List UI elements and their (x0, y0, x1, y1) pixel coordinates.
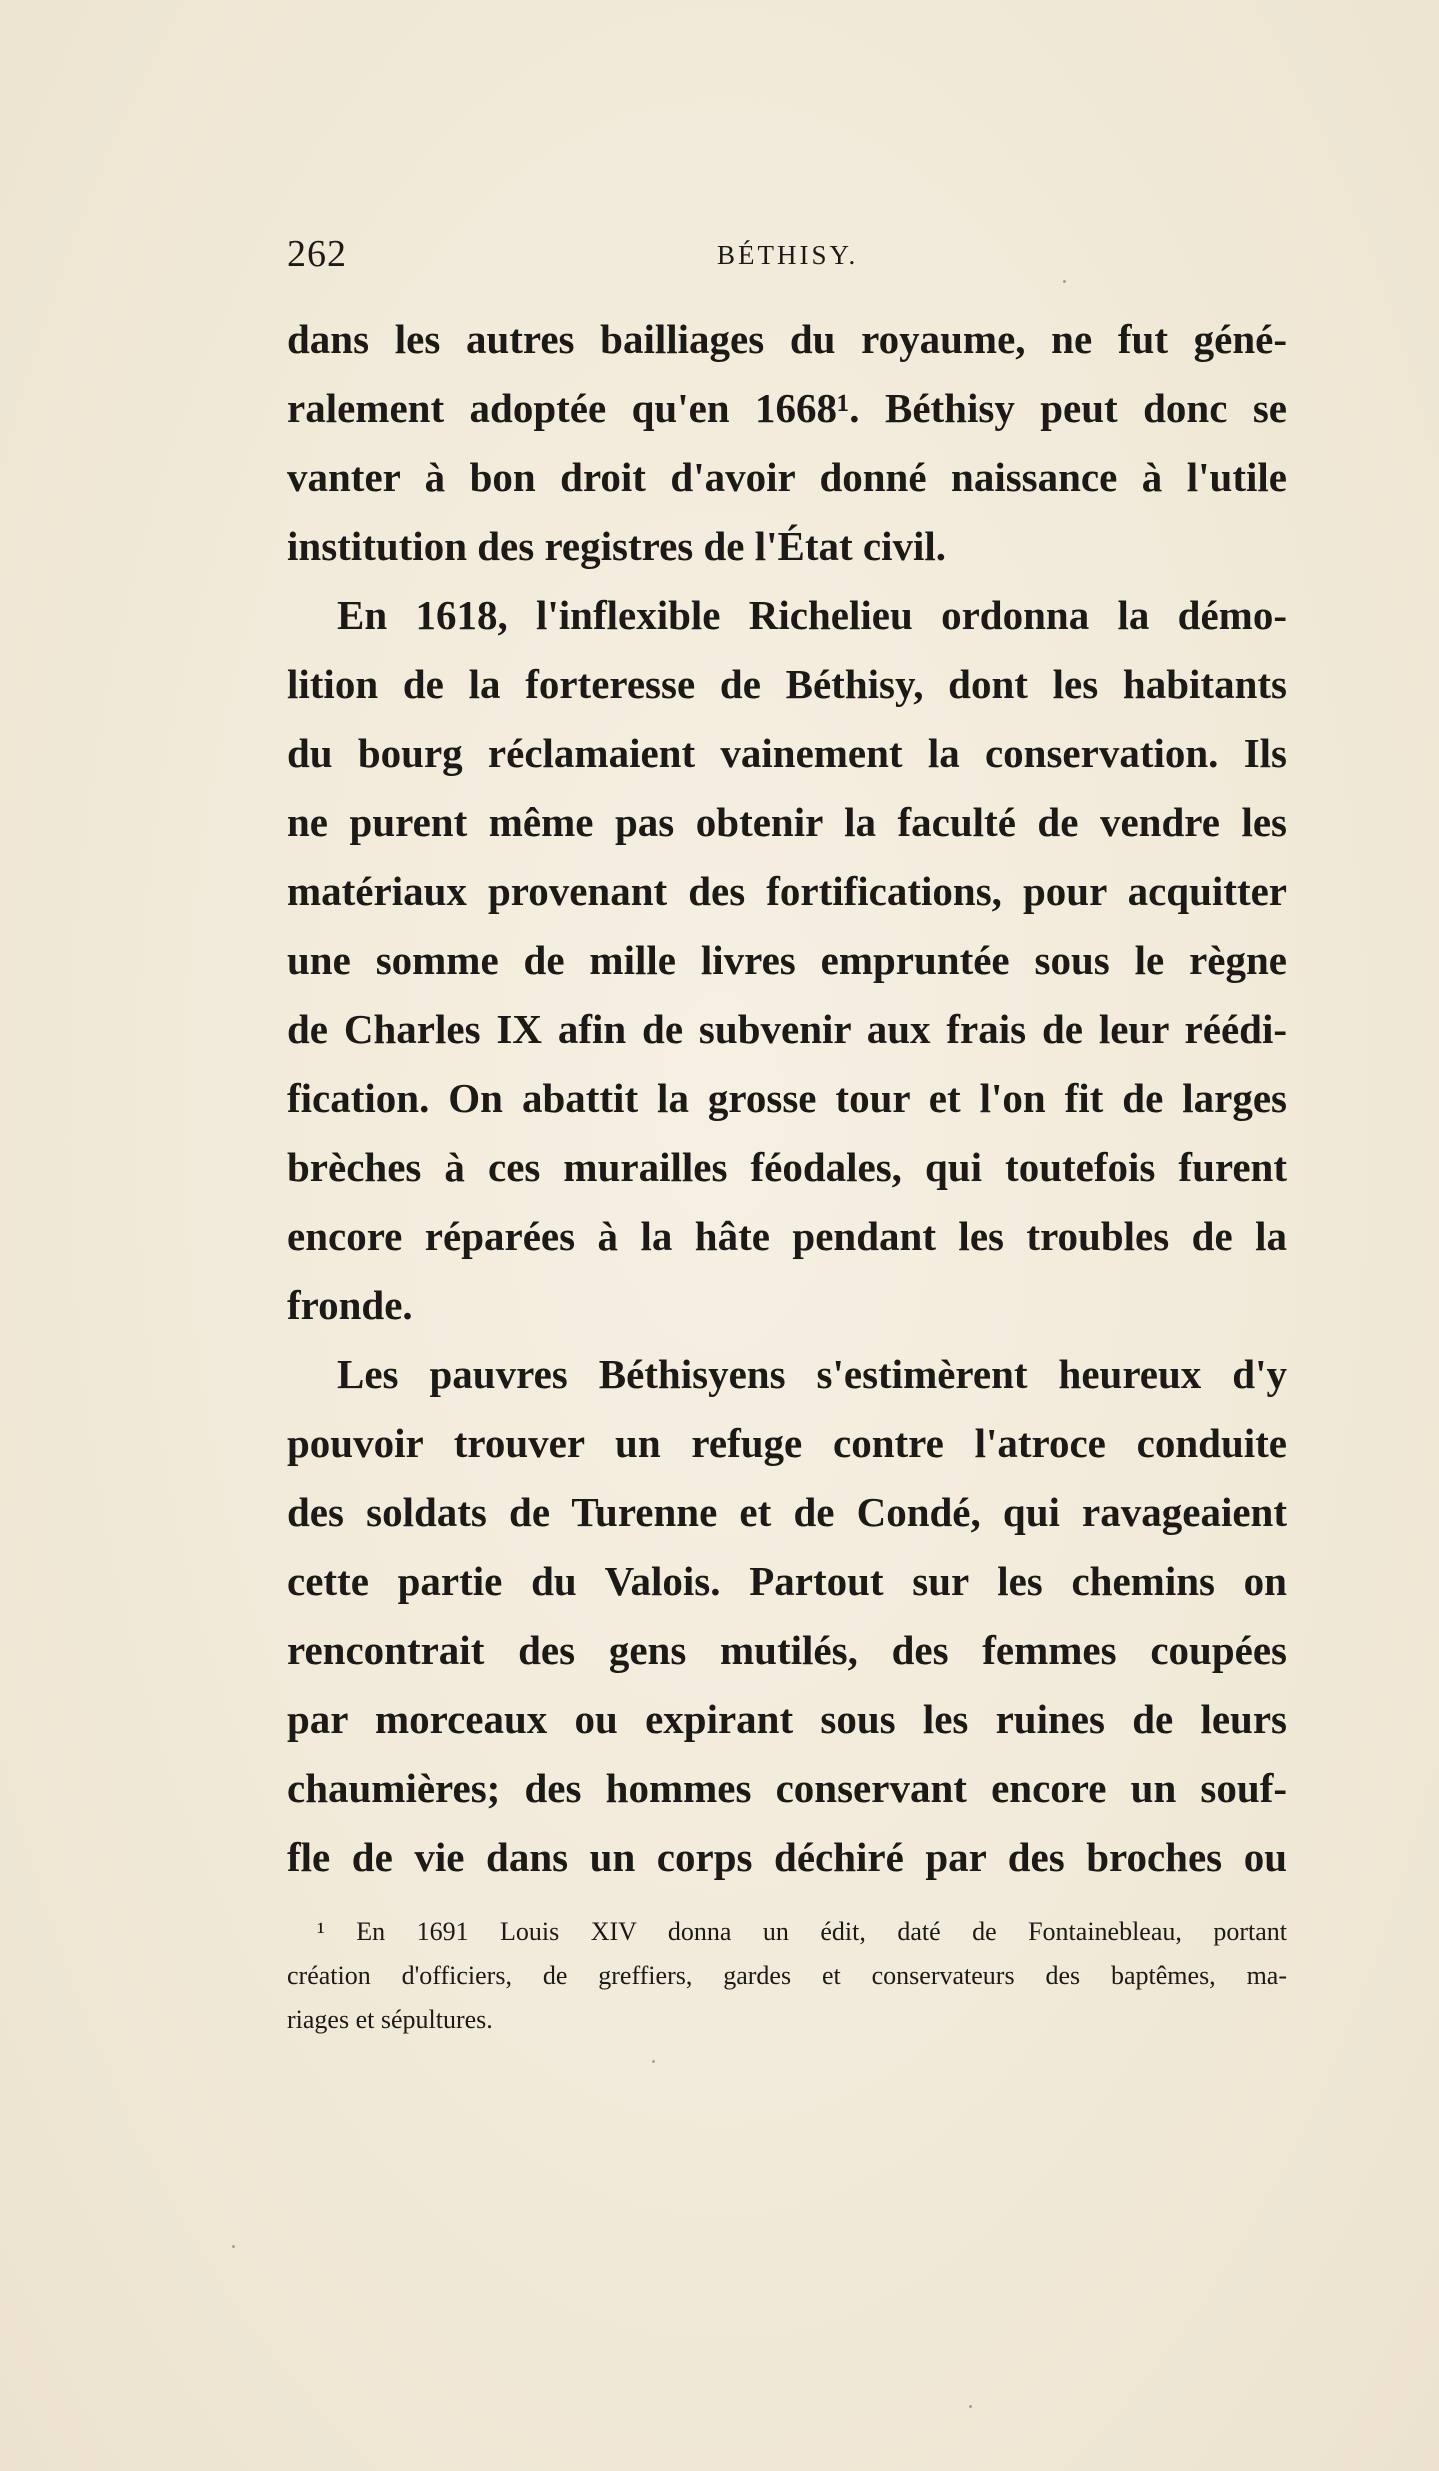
text-line: institution des registres de l'État civil. (287, 523, 947, 569)
text-line: chaumières; des hommes conservant encore un souf- (287, 1765, 1287, 1811)
page-number: 262 (287, 233, 347, 275)
paper-speck (232, 2245, 235, 2248)
text-line: dans les autres bailliages du royaume, ne fut géné- (287, 316, 1287, 362)
text-line: fication. On abattit la grosse tour et l'on fit de larges (287, 1075, 1287, 1121)
text-line: une somme de mille livres empruntée sous le règne (287, 937, 1287, 983)
paragraph (287, 1340, 1287, 1892)
running-title: BÉTHISY. (717, 240, 859, 270)
text-line: En 1618, l'inflexible Richelieu ordonna la démo- (337, 592, 1287, 638)
text-line: par morceaux ou expirant sous les ruines de leurs (287, 1696, 1287, 1742)
text-line: pouvoir trouver un refuge contre l'atroce conduite (287, 1420, 1287, 1466)
footnote-line: riages et sépultures. (287, 2005, 493, 2034)
text-line: Les pauvres Béthisyens s'estimèrent heureux d'y (337, 1351, 1287, 1397)
text-line: du bourg réclamaient vainement la conservation. Ils (287, 730, 1287, 776)
text-line: cette partie du Valois. Partout sur les chemins on (287, 1558, 1287, 1604)
text-line: brèches à ces murailles féodales, qui toutefois furent (287, 1144, 1287, 1190)
text-line: rencontrait des gens mutilés, des femmes coupées (287, 1627, 1287, 1673)
text-line: ne purent même pas obtenir la faculté de vendre les (287, 799, 1287, 845)
text-line: ralement adoptée qu'en 1668¹. Béthisy peut donc se (287, 385, 1287, 431)
text-line: fle de vie dans un corps déchiré par des broches ou (287, 1834, 1287, 1880)
text-line: de Charles IX afin de subvenir aux frais de leur réédi- (287, 1006, 1287, 1052)
footnote-line: création d'officiers, de greffiers, gardes et conservateurs des baptêmes, ma- (287, 1961, 1287, 1990)
text-line: encore réparées à la hâte pendant les troubles de la (287, 1213, 1287, 1259)
paper-speck (969, 2405, 972, 2408)
text-line: fronde. (287, 1282, 413, 1328)
paper-speck (1063, 280, 1066, 283)
main-text (287, 305, 1287, 1892)
text-line: lition de la forteresse de Béthisy, dont les habitants (287, 661, 1287, 707)
text-line: matériaux provenant des fortifications, pour acquitter (287, 868, 1287, 914)
page-header (287, 232, 1287, 282)
paper-speck (652, 2060, 655, 2063)
paragraph (287, 581, 1287, 1340)
text-line: des soldats de Turenne et de Condé, qui ravageaient (287, 1489, 1287, 1535)
footnote-line: ¹ En 1691 Louis XIV donna un édit, daté de Fontainebleau, portant (317, 1917, 1287, 1946)
text-line: vanter à bon droit d'avoir donné naissance à l'utile (287, 454, 1287, 500)
paragraph (287, 305, 1287, 581)
footnote (287, 1910, 1287, 2042)
